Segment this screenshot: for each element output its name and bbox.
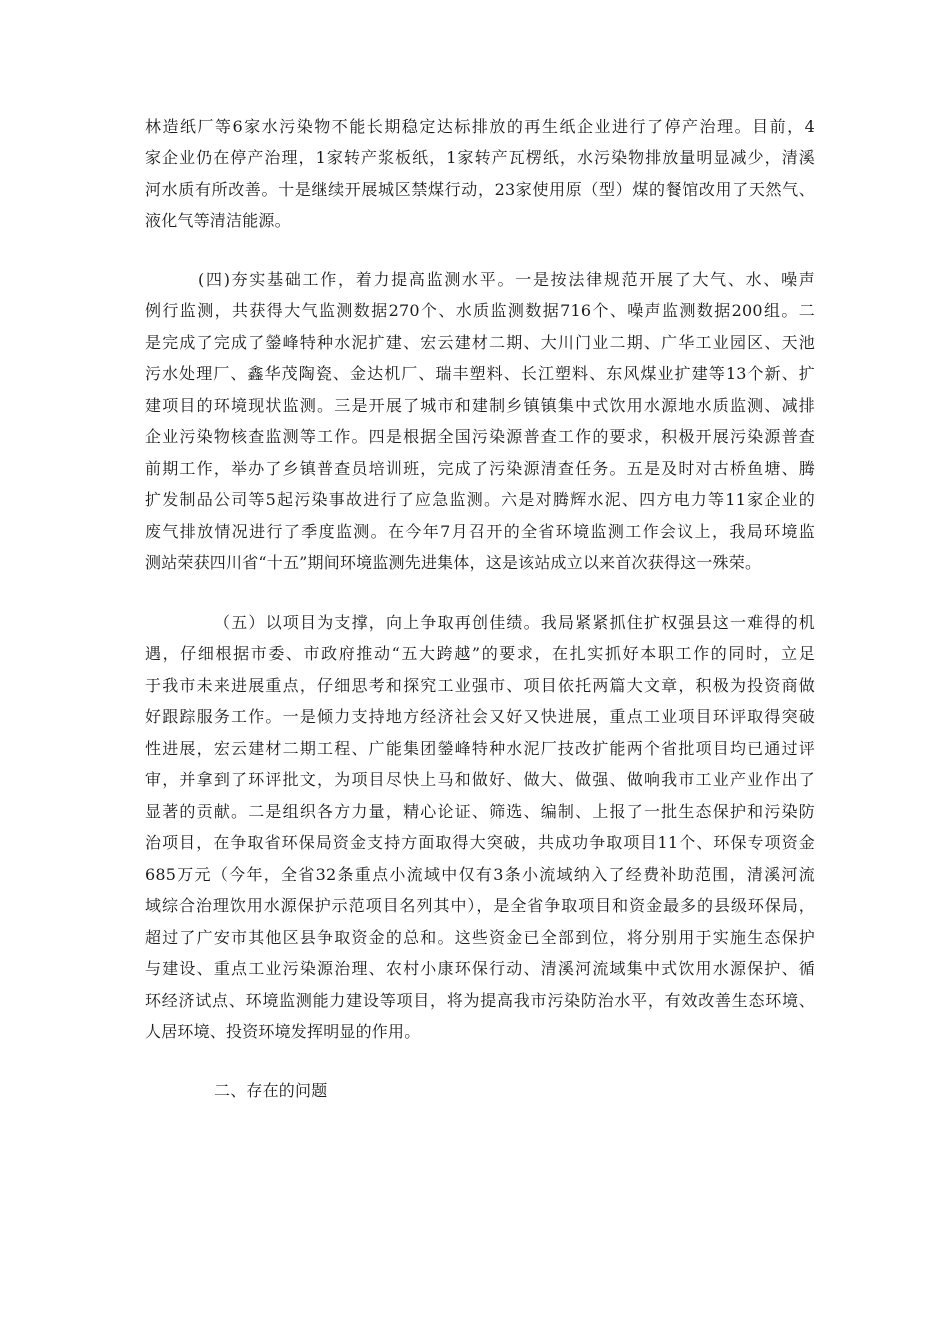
text-line: 超过了广安市其他区县争取资金的总和。这些资金已全部到位，将分别用于实施生态保护 — [145, 928, 815, 947]
text-line: 人居环境、投资环境发挥明显的作用。 — [145, 1022, 421, 1041]
text-line: 遇，仔细根据市委、市政府推动“五大跨越”的要求，在扎实抓好本职工作的同时，立足 — [145, 644, 815, 663]
text-line: (四)夯实基础工作，着力提高监测水平。一是按法律规范开展了大气、水、噪声 — [198, 270, 815, 289]
text-line: 685万元（今年，全省32条重点小流域中仅有3条小流域纳入了经费补助范围，清溪河流 — [145, 865, 815, 884]
text-line: 环经济试点、环境监测能力建设等项目，将为提高我市污染防治水平，有效改善生态环境、 — [145, 991, 815, 1010]
text-line: 好跟踪服务工作。一是倾力支持地方经济社会又好又快进展，重点工业项目环评取得突破 — [145, 707, 815, 726]
text-line: 企业污染物核查监测等工作。四是根据全国污染源普查工作的要求，积极开展污染源普查 — [145, 427, 815, 446]
text-line: 域综合治理饮用水源保护示范项目名列其中），是全省争取项目和资金最多的县级环保局， — [145, 896, 815, 915]
section-heading: 二、存在的问题 — [214, 1081, 328, 1100]
text-line: 于我市未来进展重点，仔细思考和探究工业强市、项目依托两篇大文章，积极为投资商做 — [145, 676, 815, 695]
text-line: 前期工作，举办了乡镇普查员培训班，完成了污染源清查任务。五是及时对古桥鱼塘、腾 — [145, 459, 815, 478]
text-line: 治项目，在争取省环保局资金支持方面取得大突破，共成功争取项目11个、环保专项资金 — [145, 833, 815, 852]
text-line: 河水质有所改善。十是继续开展城区禁煤行动，23家使用原（型）煤的餐馆改用了天然气、 — [145, 180, 815, 199]
text-line: （五）以项目为支撑，向上争取再创佳绩。我局紧紧抓住扩权强县这一难得的机 — [214, 613, 815, 632]
text-line: 建项目的环境现状监测。三是开展了城市和建制乡镇镇集中式饮用水源地水质监测、减排 — [145, 396, 815, 415]
text-line: 与建设、重点工业污染源治理、农村小康环保行动、清溪河流域集中式饮用水源保护、循 — [145, 959, 815, 978]
text-line: 测站荣获四川省“十五”期间环境监测先进集体，这是该站成立以来首次获得这一殊荣。 — [145, 553, 762, 572]
text-line: 显著的贡献。二是组织各方力量，精心论证、筛选、编制、上报了一批生态保护和污染防 — [145, 802, 815, 821]
text-line: 性进展，宏云建材二期工程、广能集团鎣峰特种水泥厂技改扩能两个省批项目均已通过评 — [145, 739, 815, 758]
text-line: 例行监测，共获得大气监测数据270个、水质监测数据716个、噪声监测数据200组。二 — [145, 301, 815, 320]
text-line: 污水处理厂、鑫华茂陶瓷、金达机厂、瑞丰塑料、长江塑料、东风煤业扩建等13个新、扩 — [145, 364, 815, 383]
text-line: 审，并拿到了环评批文，为项目尽快上马和做好、做大、做强、做响我市工业产业作出了 — [145, 770, 815, 789]
text-line: 废气排放情况进行了季度监测。在今年7月召开的全省环境监测工作会议上，我局环境监 — [145, 522, 815, 541]
text-line: 林造纸厂等6家水污染物不能长期稳定达标排放的再生纸企业进行了停产治理。目前，4 — [145, 117, 815, 136]
text-line: 家企业仍在停产治理，1家转产浆板纸，1家转产瓦楞纸，水污染物排放量明显减少，清溪 — [145, 148, 815, 167]
text-line: 扩发制品公司等5起污染事故进行了应急监测。六是对腾辉水泥、四方电力等11家企业的 — [145, 490, 815, 509]
text-line: 是完成了完成了鎣峰特种水泥扩建、宏云建材二期、大川门业二期、广华工业园区、天池 — [145, 333, 815, 352]
text-line: 液化气等清洁能源。 — [145, 211, 291, 230]
